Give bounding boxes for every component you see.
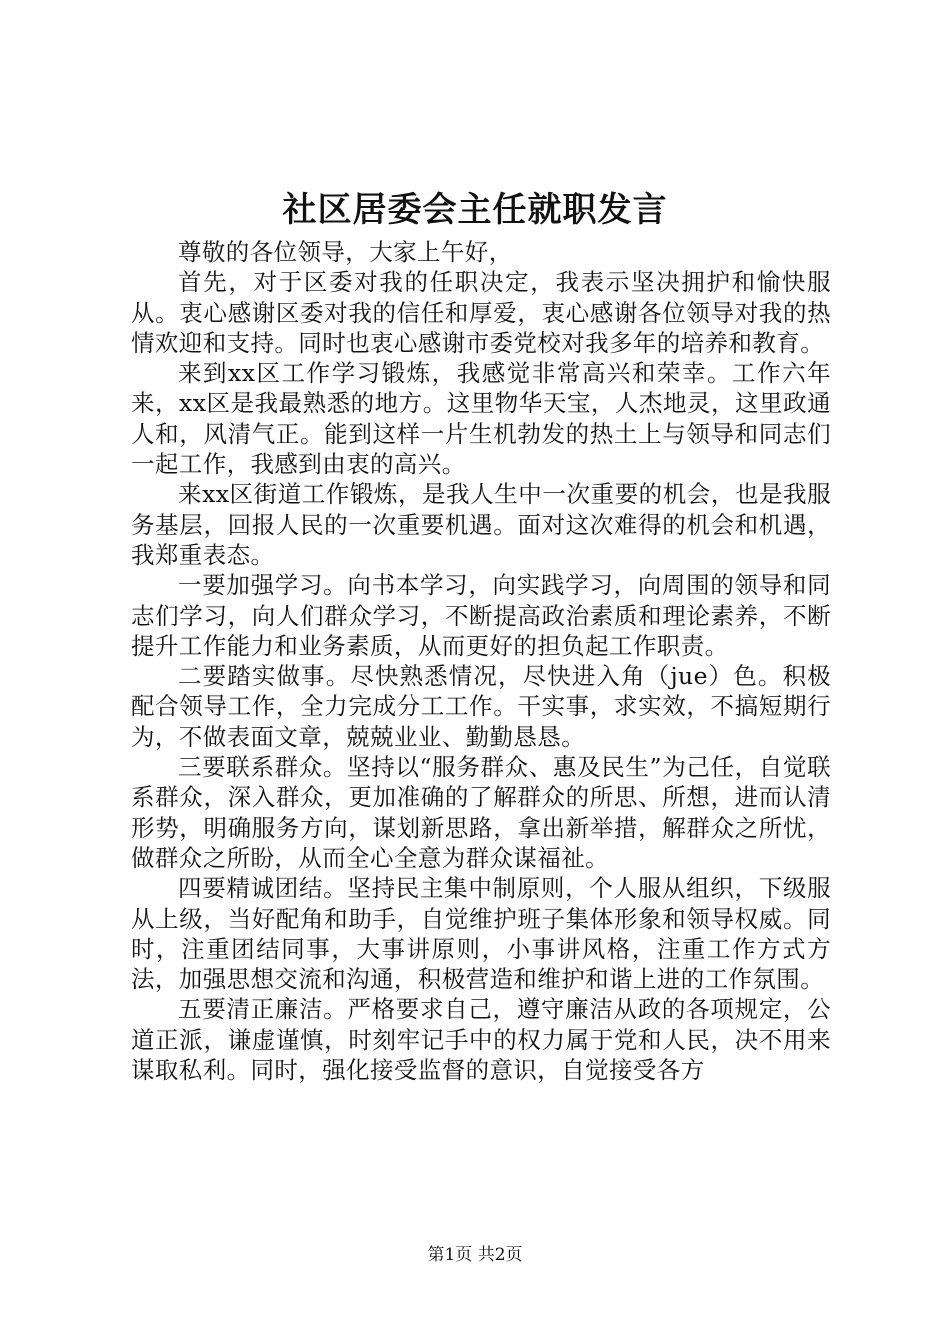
document-body	[131, 237, 831, 1085]
paragraph-point-study: 一要加强学习。向书本学习，向实践学习，向周围的领导和同志们学习，向人们群众学习，不断提高政治素质和理论素养，不断提升工作能力和业务素质，从而更好的担负起工作职责。	[131, 571, 831, 660]
paragraph-arrival: 来到xx区工作学习锻炼，我感觉非常高兴和荣幸。工作六年来，xx区是我最熟悉的地方。这里物华天宝，人杰地灵，这里政通人和，风清气正。能到这样一片生机勃发的热土上与领导和同志们一起工作，我感到由衷的高兴。	[131, 359, 831, 479]
paragraph-point-integrity: 五要清正廉洁。严格要求自己，遵守廉洁从政的各项规定，公道正派，谦虚谨慎，时刻牢记手中的权力属于党和人民，决不用来谋取私利。同时，强化接受监督的意识，自觉接受各方	[131, 995, 831, 1085]
paragraph-greeting: 尊敬的各位领导，大家上午好，	[178, 238, 513, 266]
paragraph-point-masses: 三要联系群众。坚持以“服务群众、惠及民生”为己任，自觉联系群众，深入群众，更加准确的了解群众的所思、所想，进而认清形势，明确服务方向，谋划新思路，拿出新举措，解群众之所忧，做群众之所盼，从而全心全意为群众谋福祉。	[131, 753, 831, 872]
page-number-footer: 第1页 共2页	[427, 1245, 523, 1265]
paragraph-thanks: 首先，对于区委对我的任职决定，我表示坚决拥护和愉快服从。衷心感谢区委对我的信任和厚爱，衷心感谢各位领导对我的热情欢迎和支持。同时也衷心感谢市委党校对我多年的培养和教育。	[131, 268, 831, 357]
document-title: 社区居委会主任就职发言	[282, 190, 668, 230]
paragraph-point-work: 二要踏实做事。尽快熟悉情况，尽快进入角（jue）色。积极配合领导工作，全力完成分工工作。干实事，求实效，不搞短期行为，不做表面文章，兢兢业业、勤勤恳恳。	[131, 662, 831, 751]
paragraph-opportunity: 来xx区街道工作锻炼，是我人生中一次重要的机会，也是我服务基层，回报人民的一次重要机遇。面对这次难得的机会和机遇，我郑重表态。	[131, 480, 831, 569]
paragraph-point-unity: 四要精诚团结。坚持民主集中制原则，个人服从组织，下级服从上级，当好配角和助手，自觉维护班子集体形象和领导权威。同时，注重团结同事，大事讲原则，小事讲风格，注重工作方式方法，加强思想交流和沟通，积极营造和维护和谐上进的工作氛围。	[131, 874, 831, 994]
